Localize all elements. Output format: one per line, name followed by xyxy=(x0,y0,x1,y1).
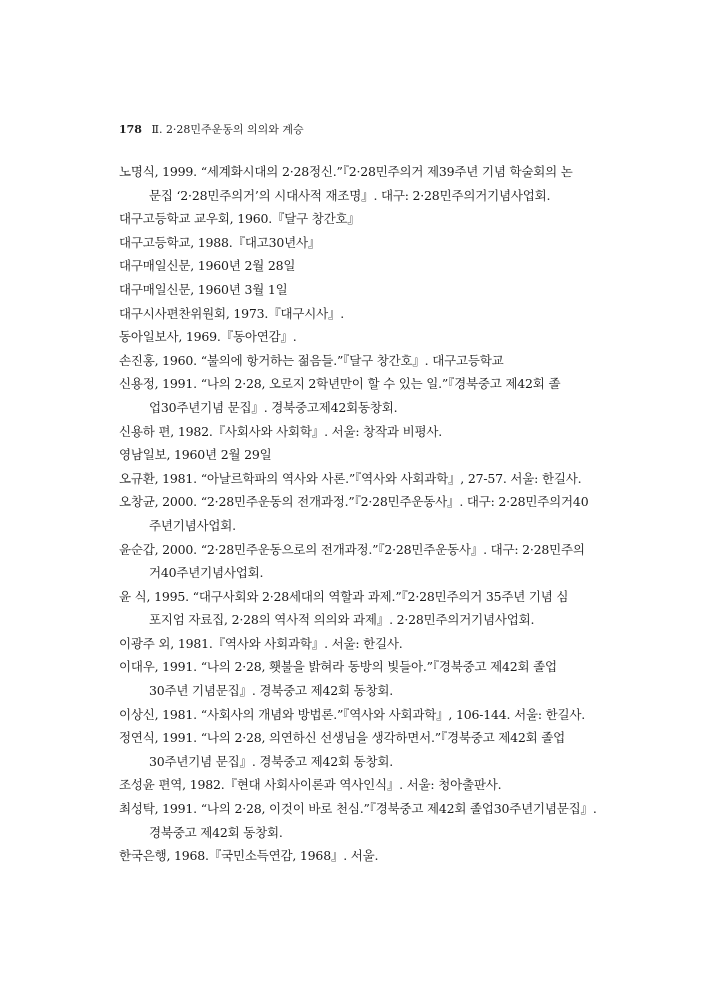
reference-entry xyxy=(119,703,597,727)
reference-line: 이대우, 1991. “나의 2·28, 횃불을 밝혀라 동방의 빛들아.”『경북중고 제42회 졸업 xyxy=(119,659,557,675)
reference-entry xyxy=(119,372,597,419)
reference-entry xyxy=(119,844,597,868)
reference-entry xyxy=(119,231,597,255)
reference-line: 윤순갑, 2000. “2·28민주운동으로의 전개과정.”『2·28민주운동사』. 대구: 2·28민주의 xyxy=(119,541,585,557)
reference-continuation-line: 주년기념사업회. xyxy=(149,517,236,533)
reference-entry xyxy=(119,585,597,632)
reference-line: 대구시사편찬위원회, 1973.『대구시사』. xyxy=(119,305,345,321)
reference-line: 대구매일신문, 1960년 3월 1일 xyxy=(119,281,288,297)
reference-entry xyxy=(119,655,597,702)
reference-line: 동아일보사, 1969.『동아연감』. xyxy=(119,329,297,345)
reference-entry xyxy=(119,420,597,444)
reference-entry xyxy=(119,278,597,302)
reference-entry xyxy=(119,538,597,585)
reference-continuation-line: 문집 ‘2·28민주의거’의 시대사적 재조명』. 대구: 2·28민주의거기념사업회. xyxy=(149,187,551,203)
reference-entry xyxy=(119,773,597,797)
reference-line: 이상신, 1981. “사회사의 개념와 방법론.”『역사와 사회과학』, 106-144. 서울: 한길사. xyxy=(119,706,585,722)
reference-entry xyxy=(119,254,597,278)
running-header xyxy=(119,121,304,137)
reference-line: 대구고등학교 교우회, 1960.『달구 창간호』 xyxy=(119,211,360,227)
reference-line: 손진홍, 1960. “불의에 항거하는 젊음들.”『달구 창간호』. 대구고등학교 xyxy=(119,352,504,368)
section-title: Ⅱ. 2·28민주운동의 의의와 계승 xyxy=(151,123,304,136)
reference-line: 윤 식, 1995. “대구사회와 2·28세대의 역할과 과제.”『2·28민주의거 35주년 기념 심 xyxy=(119,588,569,604)
reference-continuation-line: 30주년기념 문집』. 경북중고 제42회 동창회. xyxy=(149,753,394,769)
reference-line: 신용정, 1991. “나의 2·28, 오로지 2학년만이 할 수 있는 일.”『경북중고 제42회 졸 xyxy=(119,376,561,392)
reference-entry xyxy=(119,160,597,207)
reference-entry xyxy=(119,443,597,467)
reference-line: 이광주 외, 1981.『역사와 사회과학』. 서울: 한길사. xyxy=(119,635,403,651)
page-number: 178 xyxy=(119,123,142,136)
reference-entry xyxy=(119,207,597,231)
reference-line: 조성윤 편역, 1982.『현대 사회사이론과 역사인식』. 서울: 청아출판사. xyxy=(119,777,502,793)
reference-continuation-line: 포지엄 자료집, 2·28의 역사적 의의와 과제』. 2·28민주의거기념사업회. xyxy=(149,612,535,628)
reference-line: 대구매일신문, 1960년 2월 28일 xyxy=(119,258,296,274)
reference-entry xyxy=(119,467,597,491)
reference-entry xyxy=(119,490,597,537)
reference-line: 최성탁, 1991. “나의 2·28, 이것이 바로 천심.”『경북중고 제42회 졸업30주년기념문집』. xyxy=(119,801,597,817)
reference-list xyxy=(119,160,597,868)
reference-line: 정연식, 1991. “나의 2·28, 의연하신 선생님을 생각하면서.”『경북중고 제42회 졸업 xyxy=(119,730,566,746)
reference-entry xyxy=(119,349,597,373)
reference-continuation-line: 경북중고 제42회 동창회. xyxy=(149,824,283,840)
reference-line: 영남일보, 1960년 2월 29일 xyxy=(119,447,272,463)
reference-entry xyxy=(119,797,597,844)
reference-line: 한국은행, 1968.『국민소득연감, 1968』. 서울. xyxy=(119,848,379,864)
reference-continuation-line: 30주년 기념문집』. 경북중고 제42회 동창회. xyxy=(149,683,394,699)
reference-continuation-line: 업30주년기념 문집』. 경북중고제42회동창회. xyxy=(149,399,398,415)
reference-line: 오창균, 2000. “2·28민주운동의 전개과정.”『2·28민주운동사』. 대구: 2·28민주의거40 xyxy=(119,494,589,510)
reference-entry xyxy=(119,325,597,349)
reference-line: 신용하 편, 1982.『사회사와 사회학』. 서울: 창작과 비평사. xyxy=(119,423,442,439)
reference-entry xyxy=(119,632,597,656)
reference-line: 대구고등학교, 1988.『대고30년사』 xyxy=(119,234,321,250)
reference-continuation-line: 거40주년기념사업회. xyxy=(149,565,264,581)
reference-entry xyxy=(119,302,597,326)
reference-entry xyxy=(119,726,597,773)
reference-line: 오규환, 1981. “아날르학파의 역사와 사론.”『역사와 사회과학』, 27-57. 서울: 한길사. xyxy=(119,470,582,486)
reference-line: 노명식, 1999. “세계화시대의 2·28정신.”『2·28민주의거 제39주년 기념 학술회의 논 xyxy=(119,164,573,179)
